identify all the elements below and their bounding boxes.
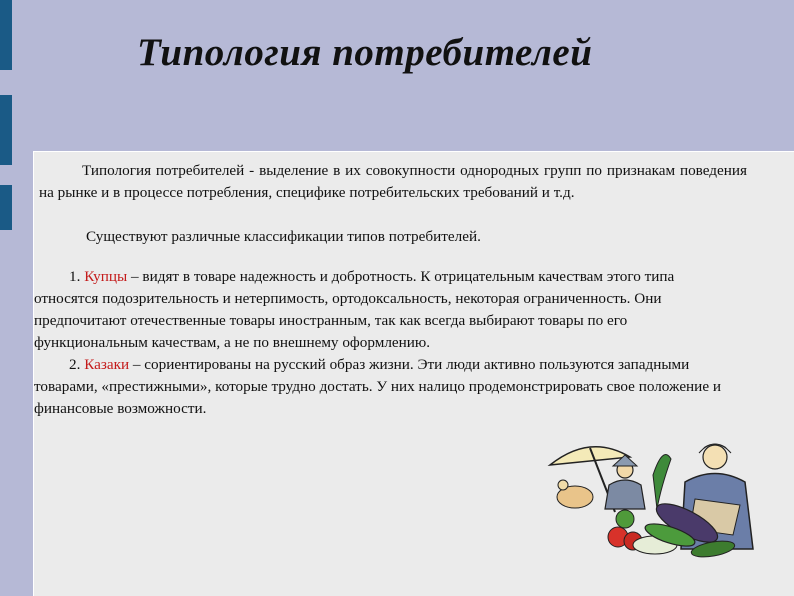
definition-term: Типология потребителей xyxy=(82,162,245,179)
classifications-sentence: Существуют различные классификации типов потребителей. xyxy=(86,228,481,245)
type-1-paragraph xyxy=(34,266,734,354)
slide-title: Типология потребителей xyxy=(137,31,593,74)
type-1-number: 1. xyxy=(69,268,85,285)
type-2-description: – сориентированы на русский образ жизни. Эти люди активно пользуются западными товарами, «престижными», которые трудно достать. У них налицо продемонстрировать свое положение и финансовые возможности. xyxy=(34,356,721,417)
accent-bar-middle xyxy=(0,95,12,165)
definition-text: - выделение в их совокупности однородных групп по признакам поведения на рынке и в процессе потребления, специфике потребительских требований и т.д. xyxy=(39,162,747,201)
definition-paragraph xyxy=(39,160,747,204)
type-2-number: 2. xyxy=(69,356,85,373)
type-2-name: Казаки xyxy=(84,356,130,373)
accent-bar-top xyxy=(0,0,12,70)
vegetable-vendors-icon xyxy=(545,437,760,567)
type-1-name: Купцы xyxy=(84,268,128,285)
type-1-description: – видят в товаре надежность и добротность. К отрицательным качествам этого типа относятся подозрительность и нетерпимость, ортодоксальность, некоторая ограниченность. Они предпочитают отечественные товары иностранным, так как всегда выбирают товары по его функциональным качествам, а не по внешнему оформлению. xyxy=(34,268,675,351)
accent-bar-bottom xyxy=(0,185,12,230)
type-2-paragraph xyxy=(34,354,734,420)
